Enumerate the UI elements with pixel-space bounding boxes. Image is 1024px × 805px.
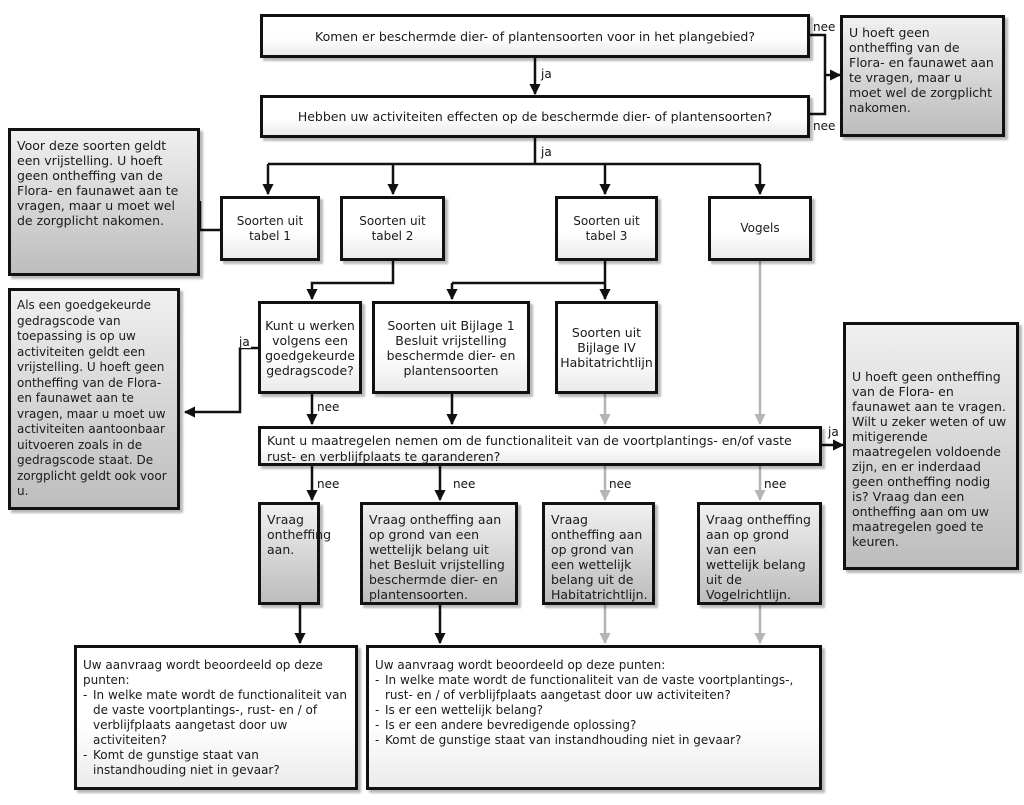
- species-bijlage4-habitatrichtlijn: [555, 301, 658, 394]
- question-activities-effect-text: Hebben uw activiteiten effecten op de beschermde dier- of plantensoorten?: [297, 109, 773, 124]
- species-tabel1: [220, 196, 320, 261]
- assessment-legal-point: - Is er een wettelijk belang?: [375, 703, 813, 718]
- assessment-general-list: [83, 688, 349, 778]
- question-species-present-text: Komen er beschermde dier- of plantensoorten voor in het plangebied?: [315, 28, 755, 44]
- outcome-vraag-ontheffing-text: Vraag ontheffing aan.: [267, 512, 332, 557]
- outcome-mitigation-ok: [843, 322, 1019, 570]
- question-gedragscode-text: Kunt u werken volgens een goedgekeurde gedragscode?: [265, 317, 355, 378]
- assessment-legal-list: [375, 673, 813, 748]
- species-vogels: [708, 196, 812, 261]
- outcome-gedragscode: [8, 288, 180, 510]
- assessment-general-point: - Komt de gunstige staat van instandhouding niet in gevaar?: [83, 748, 349, 778]
- outcome-vraag-ontheffing: [258, 502, 332, 605]
- species-vogels-text: Vogels: [740, 221, 780, 235]
- assessment-legal-point: - Komt de gunstige staat van instandhouding niet in gevaar?: [375, 733, 813, 748]
- assessment-points-legal: [366, 645, 822, 790]
- assessment-general-point: - In welke mate wordt de functionaliteit van de vaste voortplantings-, rust- en / of verblijfplaats aangetast door uw activiteiten?: [83, 688, 349, 748]
- label-nee-q4-4: nee: [764, 477, 787, 491]
- outcome-vrijstelling-tabel1: [8, 128, 200, 276]
- question-species-present: [260, 14, 810, 58]
- assessment-legal-point: - Is er een andere bevredigende oplossing?: [375, 718, 813, 733]
- species-tabel2-text: Soorten uit tabel 2: [359, 213, 426, 243]
- label-nee-q4-3: nee: [609, 477, 632, 491]
- label-ja-q4: ja: [828, 425, 839, 439]
- assessment-points-general: [74, 645, 358, 790]
- outcome-no-exemption-zorgplicht: [840, 15, 1005, 137]
- label-nee-gedragscode: nee: [317, 400, 340, 414]
- species-bijlage1-besluit-text: Soorten uit Bijlage 1 Besluit vrijstelling beschermde dier- en plantensoorten: [386, 317, 516, 378]
- outcome-gedragscode-text: Als een goedgekeurde gedragscode van toepassing is op uw activiteiten geldt een vrijstelling. U hoeft geen ontheffing van de Flora- en faunawet aan te vragen, maar u moet uw activiteiten aantoonbaar uitvoeren zoals in de gedragscode staat. De zorgplicht geldt ook voor u.: [17, 298, 167, 498]
- species-tabel3: [555, 196, 658, 261]
- label-ja-q2: ja: [541, 145, 552, 159]
- species-tabel3-text: Soorten uit tabel 3: [573, 213, 640, 243]
- outcome-ontheffing-vogelrichtlijn: [697, 502, 822, 605]
- question-maatregelen-text: Kunt u maatregelen nemen om de functionaliteit van de voortplantings- en/of vaste rust- en verblijfplaats te garanderen?: [267, 433, 792, 464]
- outcome-ontheffing-habitatrichtlijn: [542, 502, 655, 605]
- label-nee-q4-1: nee: [317, 477, 340, 491]
- species-tabel2: [340, 196, 445, 261]
- outcome-mitigation-ok-text: U hoeft geen ontheffing van de Flora- en faunawet aan te vragen. Wilt u zeker weten of uw mitigerende maatregelen voldoende zijn, en er inderdaad geen ontheffing nodig is? Vraag dan een ontheffing aan om uw maatregelen goed te keuren.: [852, 369, 1007, 549]
- outcome-ontheffing-habitatrichtlijn-text: Vraag ontheffing aan op grond van een wettelijk belang uit de Habitatrichtlijn.: [551, 512, 648, 602]
- question-gedragscode: [258, 301, 362, 394]
- outcome-no-exemption-zorgplicht-text: U hoeft geen ontheffing van de Flora- en faunawet aan te vragen, maar u moet wel de zorgplicht nakomen.: [849, 25, 994, 115]
- assessment-legal-point: - In welke mate wordt de functionaliteit van de vaste voortplantings-, rust- en / of verblijfplaats aangetast door uw activiteiten?: [375, 673, 813, 703]
- species-tabel1-text: Soorten uit tabel 1: [236, 213, 304, 243]
- question-activities-effect: [260, 95, 810, 138]
- species-bijlage4-habitatrichtlijn-text: Soorten uit Bijlage IV Habitatrichtlijn: [560, 325, 653, 370]
- label-nee-q4-2: nee: [453, 477, 476, 491]
- outcome-ontheffing-besluit-text: Vraag ontheffing aan op grond van een wettelijk belang uit het Besluit vrijstelling beschermde dier- en plantensoorten.: [369, 512, 505, 602]
- label-nee-q1: nee: [813, 20, 836, 34]
- outcome-ontheffing-vogelrichtlijn-text: Vraag ontheffing aan op grond van een wettelijk belang uit de Vogelrichtlijn.: [706, 512, 811, 602]
- outcome-ontheffing-besluit: [360, 502, 518, 605]
- label-nee-q2: nee: [813, 119, 836, 133]
- outcome-vrijstelling-tabel1-text: Voor deze soorten geldt een vrijstelling. U hoeft geen ontheffing van de Flora- en faunawet aan te vragen, maar u moet wel de zorgplicht nakomen.: [17, 138, 179, 228]
- assessment-general-intro: Uw aanvraag wordt beoordeeld op deze punten:: [83, 658, 323, 687]
- label-ja-gedragscode: ja: [239, 335, 250, 349]
- species-bijlage1-besluit: [372, 301, 530, 394]
- assessment-legal-intro: Uw aanvraag wordt beoordeeld op deze punten:: [375, 658, 666, 672]
- label-ja-q1: ja: [541, 67, 552, 81]
- question-maatregelen: [258, 426, 822, 466]
